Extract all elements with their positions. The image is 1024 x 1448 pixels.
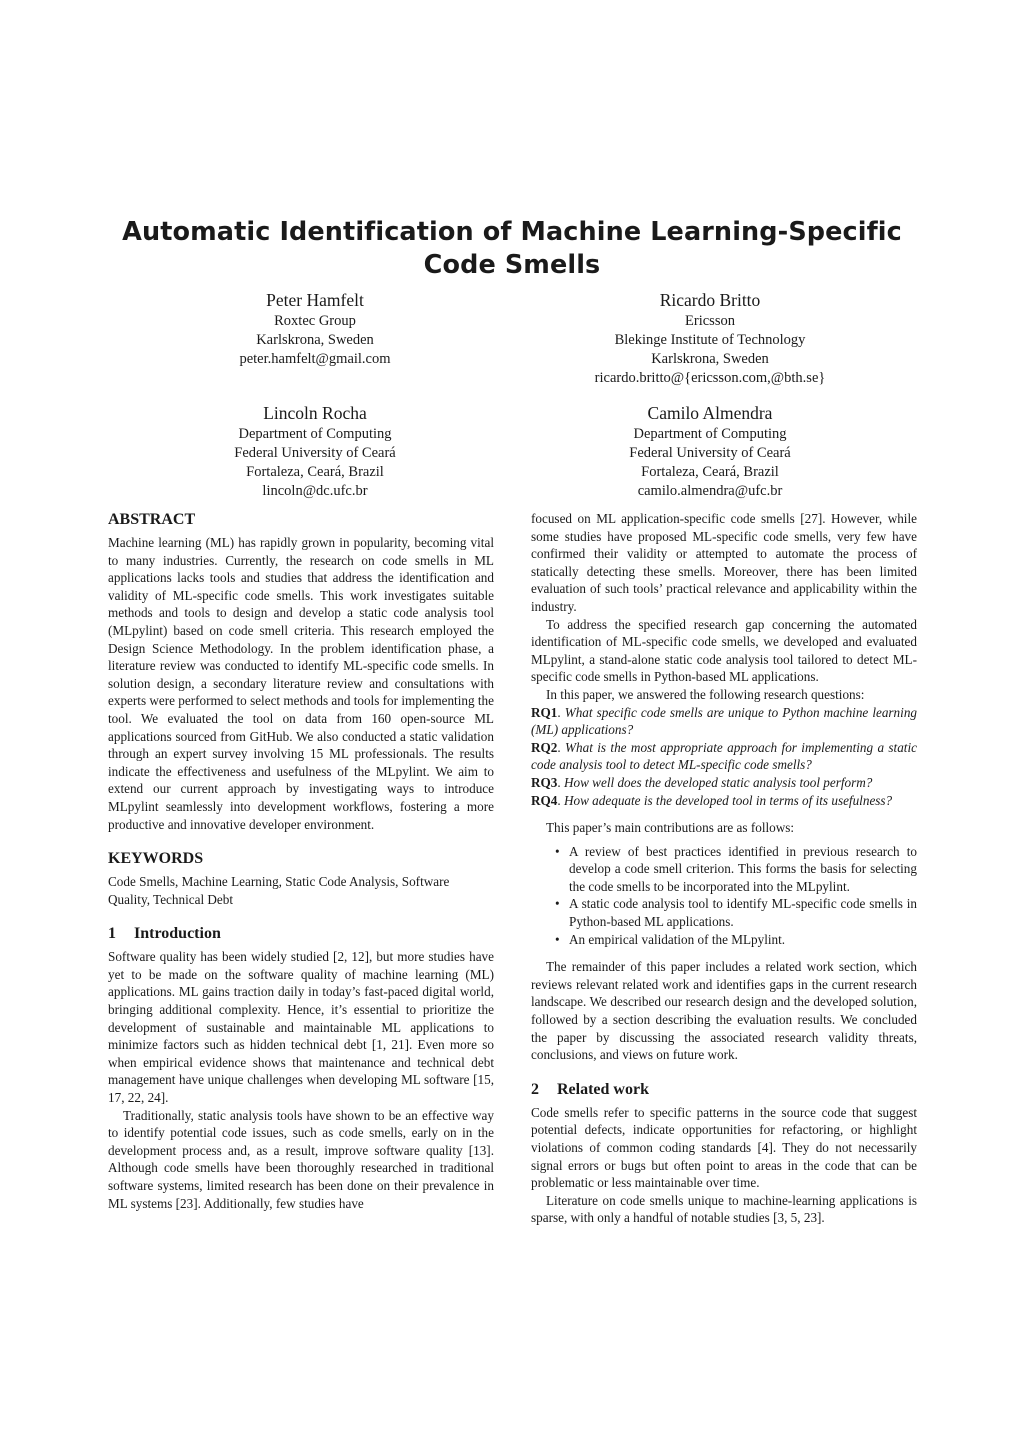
author-name: Ricardo Britto	[659, 290, 761, 310]
list-item: • An empirical validation of the MLpylint.	[555, 931, 786, 947]
author-block-hamfelt	[115, 288, 515, 369]
intro-paragraph-3: focused on ML application-specific code smells [27]. However, while some studies have proposed ML-specific code smells, very few have confirmed their validity or attempted to automate the process of statically detecting these smells. Moreover, there has been limited evaluation of such tools’ practical relevance and applicability within the industry.	[531, 511, 917, 614]
abstract-heading: ABSTRACT	[108, 511, 196, 528]
keywords-text: Code Smells, Machine Learning, Static Code Analysis, Software Quality, Technical Debt	[108, 874, 450, 907]
author-location: Karlskrona, Sweden	[256, 332, 374, 348]
bullet-icon: •	[555, 896, 560, 912]
author-location: Fortaleza, Ceará, Brazil	[641, 464, 779, 480]
author-affiliation: Roxtec Group	[274, 313, 356, 329]
author-email: ricardo.britto@{ericsson.com,@bth.se}	[594, 370, 826, 386]
author-affiliation: Department of Computing	[238, 426, 392, 442]
author-name: Lincoln Rocha	[263, 403, 367, 423]
author-affiliation: Department of Computing	[633, 426, 787, 442]
section-number: 2	[531, 1080, 539, 1098]
rq-text: How adequate is the developed tool in terms of its usefulness?	[563, 792, 893, 808]
author-block-rocha	[115, 401, 515, 501]
author-email: lincoln@dc.ufc.br	[262, 483, 368, 499]
intro-paragraph-6: This paper’s main contributions are as follows:	[546, 820, 795, 836]
author-affiliation: Blekinge Institute of Technology	[614, 332, 806, 348]
section-title: Related work	[557, 1080, 649, 1098]
rq-text: What is the most appropriate approach for implementing a static code analysis tool to detect ML-specific code smells?	[531, 739, 917, 773]
author-name: Camilo Almendra	[647, 403, 773, 423]
author-location: Fortaleza, Ceará, Brazil	[246, 464, 384, 480]
author-affiliation: Federal University of Ceará	[234, 445, 396, 461]
left-column	[108, 510, 494, 1212]
author-location: Karlskrona, Sweden	[651, 351, 769, 367]
paper-title: Automatic Identification of Machine Learning-Specific Code Smells	[122, 217, 902, 280]
intro-heading	[108, 924, 494, 944]
right-column	[531, 510, 917, 1227]
intro-paragraph-1: Software quality has been widely studied [2, 12], but more studies have yet to be made on the software quality of machine learning (ML) applications. ML gains traction daily in today’s fast-paced digital world, bringing additional complexity. Hence, it’s essential to prioritize the development of sustainable and maintainable ML applications to minimize factors such as hidden technical debt [1, 21]. Even more so when empirical evidence shows that maintenance and technical debt management have unique challenges when developing ML software [15, 17, 22, 24].	[108, 949, 494, 1106]
related-paragraph-2: Literature on code smells unique to machine-learning applications is sparse, with only a handful of notable studies [3, 5, 23].	[531, 1192, 917, 1226]
research-question-4: RQ4. How adequate is the developed tool in terms of its usefulness?	[531, 792, 893, 808]
author-block-britto	[510, 288, 910, 388]
author-block-almendra	[510, 401, 910, 501]
intro-paragraph-7: The remainder of this paper includes a related work section, which reviews relevant related work and identifies gaps in the current research landscape. We described our research design and the developed solution, followed by a section describing the evaluation results. We concluded the paper by discussing the associated research validity threats, conclusions, and views on future work.	[531, 959, 917, 1063]
intro-paragraph-2: Traditionally, static analysis tools have shown to be an effective way to identify potential code issues, such as code smells, early on in the development process and, as a result, improve software quality [13]. Although code smells have been thoroughly researched in traditional software systems, limited research has been done on their prevalence in ML systems [23]. Additionally, few studies have	[108, 1107, 494, 1211]
related-work-heading	[531, 1080, 917, 1100]
section-number: 1	[108, 925, 116, 943]
list-item: • A review of best practices identified in previous research to develop a code smell criterion. This forms the basis for selecting the code smells to be incorporated into the MLpylint.	[555, 843, 917, 894]
intro-paragraph-5: In this paper, we answered the following research questions:	[546, 686, 865, 702]
abstract-text: Machine learning (ML) has rapidly grown in popularity, becoming vital to many industries. Currently, the research on code smells in ML applications lacks tools and studies that address the identification and validity of ML-specific code smells. This work investigates suitable methods and tools to design and develop a static code analysis tool (MLpylint) based on code smell criteria. This research employed the Design Science Methodology. In the problem identification phase, a literature review was conducted to identify ML-specific code smells. In solution design, a secondary literature review and consultations with experts were performed to select methods and tools for implementing the tool. We evaluated the tool on data from 160 open-source ML applications sourced from GitHub. We also conducted a static validation through an expert survey involving 15 ML professionals. The results indicate the effectiveness and usefulness of the MLpylint. We aim to extend our current approach by investigating ways to introduce MLpylint seamlessly into development workflows, fostering a more productive and innovative developer environment.	[108, 535, 494, 832]
author-email: peter.hamfelt@gmail.com	[239, 351, 391, 367]
author-affiliation: Ericsson	[685, 313, 735, 329]
keywords-heading: KEYWORDS	[108, 850, 204, 868]
research-question-1: RQ1. What specific code smells are unique to Python machine learning (ML) applications?	[531, 704, 918, 738]
research-question-2: RQ2. What is the most appropriate approach for implementing a static code analysis tool to detect ML-specific code smells?	[531, 739, 917, 773]
author-affiliation: Federal University of Ceará	[629, 445, 791, 461]
rq-text: What specific code smells are unique to Python machine learning (ML) applications?	[531, 704, 918, 738]
rq-label: RQ4	[531, 792, 558, 808]
related-paragraph-1: Code smells refer to specific patterns in the source code that suggest potential defects, indicate opportunities for refactoring, or highlight violations of common coding standards [4]. They do not necessarily signal errors or bugs but often point to areas in the code that can be problematic or less maintainable over time.	[531, 1104, 917, 1191]
author-email: camilo.almendra@ufc.br	[637, 483, 783, 499]
list-item: • A static code analysis tool to identify ML-specific code smells in Python-based ML applications.	[555, 896, 917, 930]
author-name: Peter Hamfelt	[266, 290, 364, 310]
rq-text: How well does the developed static analysis tool perform?	[563, 774, 873, 790]
rq-label: RQ3	[531, 774, 558, 790]
bullet-icon: •	[555, 843, 560, 859]
section-title: Introduction	[134, 925, 221, 943]
rq-label: RQ2	[531, 739, 558, 755]
rq-label: RQ1	[531, 704, 558, 720]
bullet-icon: •	[555, 931, 560, 947]
research-question-3: RQ3. How well does the developed static analysis tool perform?	[531, 774, 873, 790]
contributions-list	[531, 843, 917, 949]
intro-paragraph-4: To address the specified research gap concerning the automated identification of ML-specific code smells, we developed and evaluated MLpylint, a stand-alone static code analysis tool tailored to detect ML-specific code smells in Python-based ML applications.	[531, 616, 917, 685]
